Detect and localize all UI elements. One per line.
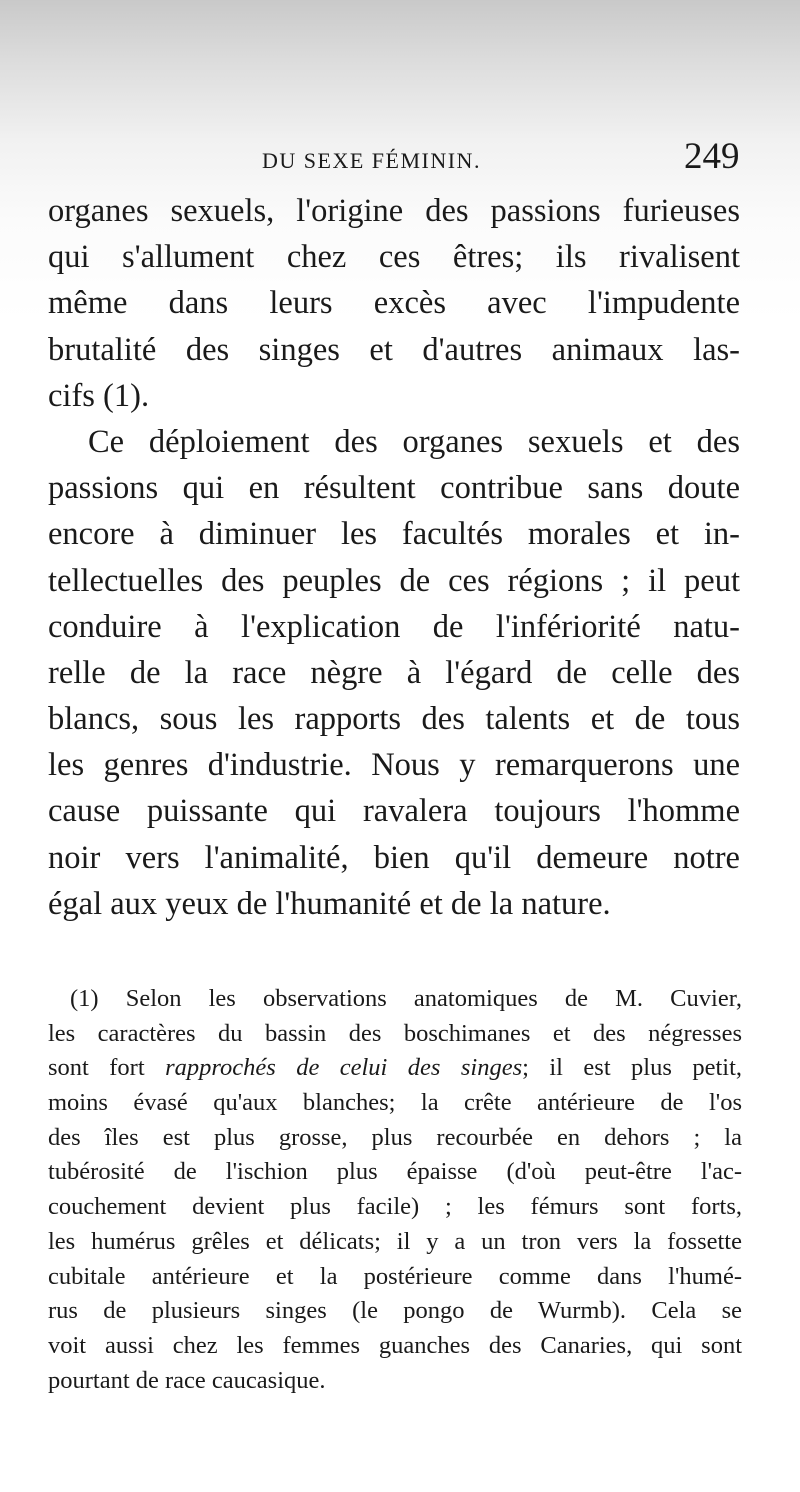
text-line: les genres d'industrie. Nous y remarquerons une — [48, 747, 740, 784]
footnote-line: les humérus grêles et délicats; il y a un tron vers la fossette — [48, 1227, 742, 1255]
footnote-line — [48, 1051, 742, 1086]
text-line: conduire à l'explication de l'infériorité natu- — [48, 608, 740, 645]
footnote-line: les caractères du bassin des boschimanes et des négresses — [48, 1019, 742, 1047]
footnote-line: des îles est plus grosse, plus recourbée en dehors ; la — [48, 1123, 742, 1151]
running-title: DU SEXE FÉMININ. — [262, 148, 481, 173]
text-line: Ce déploiement des organes sexuels et des — [88, 423, 740, 460]
footnote-text: ; il est plus petit, — [522, 1054, 743, 1082]
footnote-text: sont fort — [48, 1054, 166, 1082]
footnote-line: voit aussi chez les femmes guanches des Canaries, qui sont — [48, 1331, 742, 1359]
text-line: blancs, sous les rapports des talents et de tous — [48, 701, 740, 738]
text-line: qui s'allument chez ces êtres; ils rivalisent — [48, 239, 740, 276]
text-line: tellectuelles des peuples de ces régions ; il peut — [48, 562, 740, 599]
text-line: encore à diminuer les facultés morales et in- — [48, 516, 740, 553]
footnote-line: moins évasé qu'aux blanches; la crête antérieure de l'os — [48, 1089, 742, 1117]
main-text — [48, 188, 740, 927]
text-line: organes sexuels, l'origine des passions furieuses — [48, 193, 740, 229]
footnote-line: rus de plusieurs singes (le pongo de Wurmb). Cela se — [48, 1297, 742, 1325]
footnote-line: pourtant de race caucasique. — [48, 1366, 326, 1394]
text-line: cifs (1). — [48, 377, 150, 414]
text-line: passions qui en résultent contribue sans doute — [48, 470, 740, 507]
footnote-line: cubitale antérieure et la postérieure comme dans l'humé- — [48, 1262, 742, 1290]
text-line: même dans leurs excès avec l'impudente — [48, 285, 740, 322]
footnote-line: (1) Selon les observations anatomiques de M. Cuvier, — [70, 985, 742, 1012]
footnote-italic-text: rapprochés de celui des singes — [165, 1054, 523, 1082]
footnote-line: tubérosité de l'ischion plus épaisse (d'où peut-être l'ac- — [48, 1158, 742, 1186]
text-line: relle de la race nègre à l'égard de celle des — [48, 654, 740, 691]
footnote — [48, 982, 742, 1398]
text-line: cause puissante qui ravalera toujours l'homme — [48, 793, 740, 830]
page-number: 249 — [684, 136, 740, 177]
footnote-line: couchement devient plus facile) ; les fémurs sont forts, — [48, 1193, 742, 1221]
text-line: noir vers l'animalité, bien qu'il demeure notre — [48, 839, 740, 876]
text-line: égal aux yeux de l'humanité et de la nature. — [48, 885, 611, 922]
text-line: brutalité des singes et d'autres animaux las- — [48, 331, 740, 368]
